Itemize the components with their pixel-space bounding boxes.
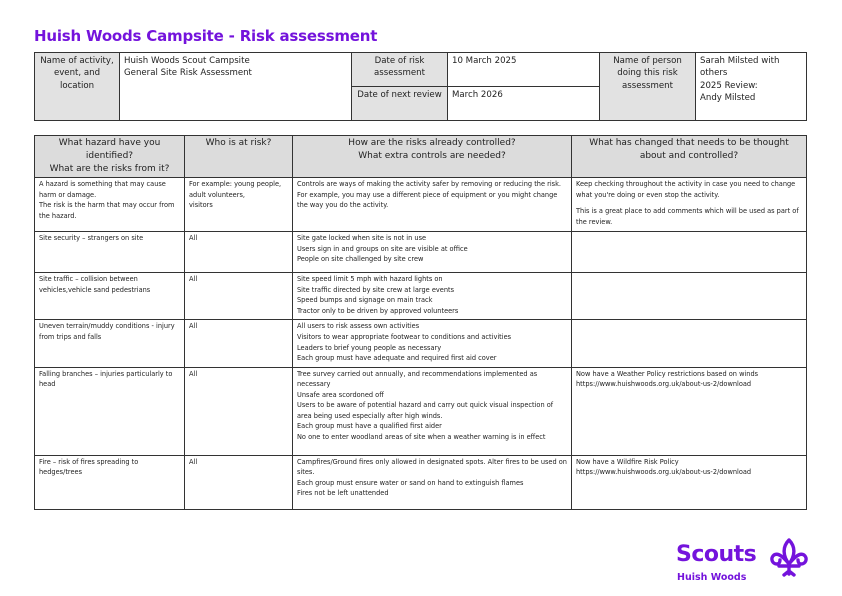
cell-controls: Site speed limit 5 mph with hazard lights on Site traffic directed by site crew at large events Speed bumps and signage on main track Tractor only to be driven by approved volunteers bbox=[293, 273, 572, 320]
date-value: 10 March 2025 bbox=[448, 53, 600, 87]
activity-label: Name of activity, event, and location bbox=[35, 53, 120, 121]
cell-who: All bbox=[185, 367, 293, 455]
activity-value: Huish Woods Scout Campsite General Site Risk Assessment bbox=[120, 53, 352, 121]
cell-changes: Keep checking throughout the activity in case you need to change what you're doing or even stop the activity. This is a great place to add comments which will be used as part of the review. bbox=[572, 178, 807, 232]
person-value: Sarah Milsted with others 2025 Review: Andy Milsted bbox=[696, 53, 807, 121]
date-label: Date of risk assessment bbox=[352, 53, 448, 87]
cell-changes bbox=[572, 273, 807, 320]
cell-hazard: Site security – strangers on site bbox=[35, 232, 185, 273]
table-row bbox=[35, 178, 807, 232]
cell-who: For example: young people, adult volunteers, visitors bbox=[185, 178, 293, 232]
table-row bbox=[35, 367, 807, 455]
column-header-controls: How are the risks already controlled? What extra controls are needed? bbox=[293, 136, 572, 178]
logo-subtitle: Huish Woods bbox=[677, 572, 747, 583]
cell-hazard: Falling branches – injuries particularly to head bbox=[35, 367, 185, 455]
assessment-details-table bbox=[34, 52, 807, 121]
cell-who: All bbox=[185, 320, 293, 367]
logo-wordmark: Scouts bbox=[676, 542, 757, 567]
risk-table bbox=[34, 135, 807, 510]
cell-changes: Now have a Weather Policy restrictions based on winds https://www.huishwoods.org.uk/about-us-2/download bbox=[572, 367, 807, 455]
cell-controls: Controls are ways of making the activity safer by removing or reducing the risk. For example, you may use a different piece of equipment or you might change the way you do the activity. bbox=[293, 178, 572, 232]
table-row bbox=[35, 320, 807, 367]
cell-hazard: A hazard is something that may cause harm or damage. The risk is the harm that may occur from the hazard. bbox=[35, 178, 185, 232]
cell-who: All bbox=[185, 232, 293, 273]
cell-who: All bbox=[185, 455, 293, 509]
cell-hazard: Uneven terrain/muddy conditions - injury from trips and falls bbox=[35, 320, 185, 367]
column-header-who: Who is at risk? bbox=[185, 136, 293, 178]
cell-who: All bbox=[185, 273, 293, 320]
column-header-changes: What has changed that needs to be thought about and controlled? bbox=[572, 136, 807, 178]
cell-controls: All users to risk assess own activities Visitors to wear appropriate footwear to conditions and activities Leaders to brief young people as necessary Each group must have adequate and required first aid cover bbox=[293, 320, 572, 367]
scouts-logo bbox=[676, 538, 812, 588]
cell-controls: Site gate locked when site is not in use Users sign in and groups on site are visible at office People on site challenged by site crew bbox=[293, 232, 572, 273]
risk-table-header bbox=[35, 136, 807, 178]
cell-changes: Now have a Wildfire Risk Policy https://www.huishwoods.org.uk/about-us-2/download bbox=[572, 455, 807, 509]
cell-controls: Tree survey carried out annually, and recommendations implemented as necessary Unsafe area scordoned off Users to be aware of potential hazard and carry out quick visual inspection of area being used especially after high winds. Each group must have a qualified first aider No one to enter woodland areas of site when a weather warning is in effect bbox=[293, 367, 572, 455]
person-label: Name of person doing this risk assessment bbox=[600, 53, 696, 121]
fleur-de-lis-icon bbox=[768, 538, 810, 578]
cell-hazard: Fire – risk of fires spreading to hedges/trees bbox=[35, 455, 185, 509]
cell-changes bbox=[572, 320, 807, 367]
cell-controls: Campfires/Ground fires only allowed in designated spots. Alter fires to be used on sites. Each group must ensure water or sand on hand to extinguish flames Fires not be left unattended bbox=[293, 455, 572, 509]
table-row bbox=[35, 232, 807, 273]
table-row bbox=[35, 455, 807, 509]
table-row bbox=[35, 273, 807, 320]
cell-hazard: Site traffic – collision between vehicles,vehicle sand pedestrians bbox=[35, 273, 185, 320]
page-title: Huish Woods Campsite - Risk assessment bbox=[34, 27, 378, 45]
next-review-value: March 2026 bbox=[448, 87, 600, 121]
next-review-label: Date of next review bbox=[352, 87, 448, 121]
column-header-hazard: What hazard have you identified? What are the risks from it? bbox=[35, 136, 185, 178]
cell-changes bbox=[572, 232, 807, 273]
